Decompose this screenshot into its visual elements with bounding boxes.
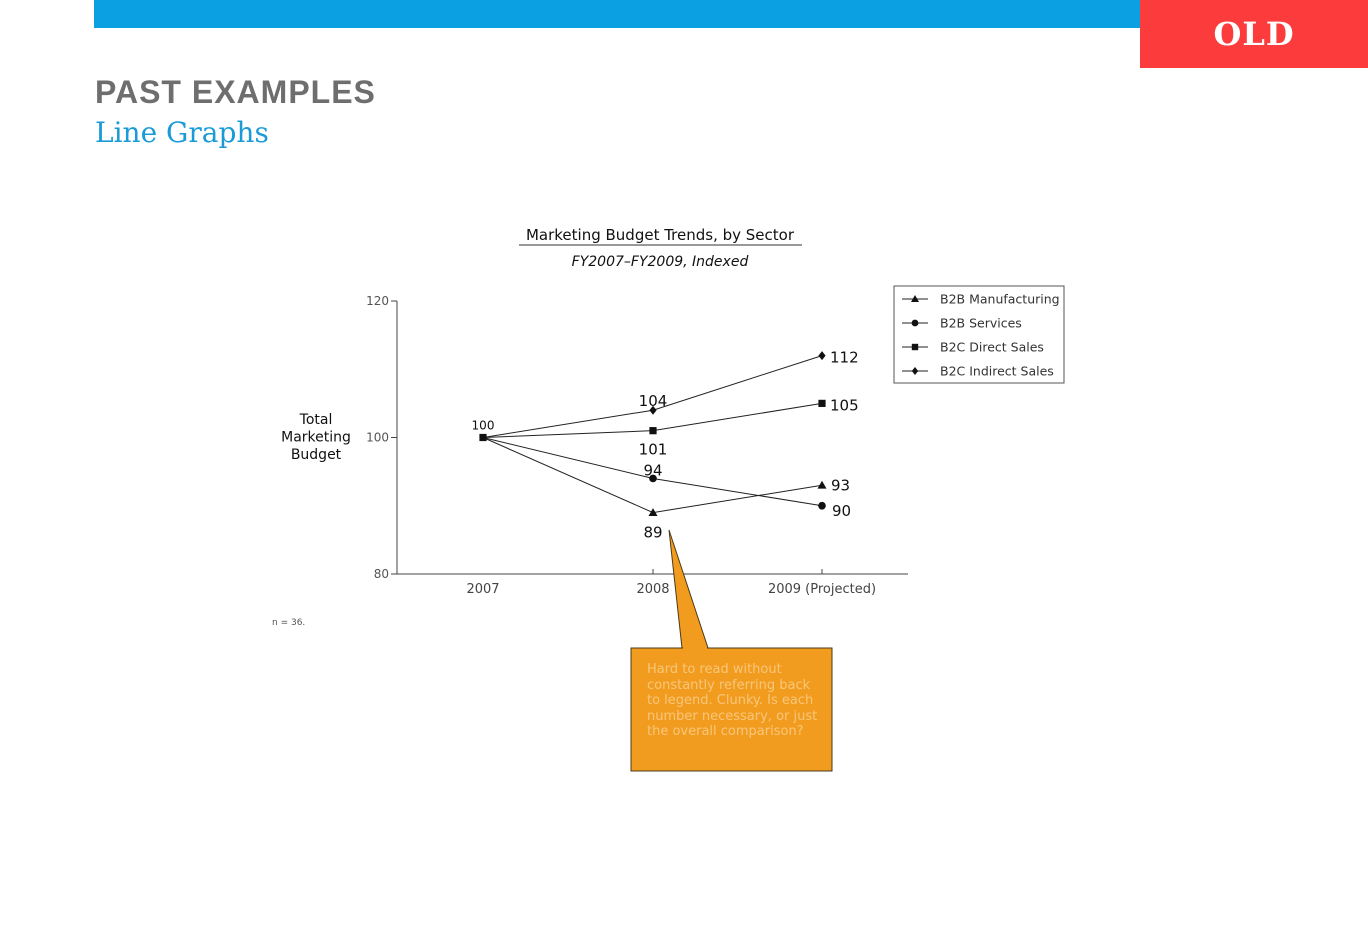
x-tick-label: 2008	[636, 582, 670, 597]
data-point-2-1	[649, 427, 656, 434]
start-point	[479, 434, 486, 441]
data-label: 101	[638, 440, 668, 459]
legend-entry: B2C Indirect Sales	[940, 363, 1054, 379]
page-title: PAST EXAMPLES	[95, 74, 376, 110]
callout-text: Hard to read without constantly referring back to legend. Clunky. Is each number necessary, or just the overall comparison?	[647, 662, 818, 739]
data-label-start: 100	[471, 418, 495, 433]
y-tick-label: 100	[366, 430, 389, 445]
x-tick-label: 2009 (Projected)	[767, 582, 877, 597]
callout-pointer	[669, 530, 708, 648]
legend-entry: B2B Manufacturing	[940, 291, 1060, 307]
page-subtitle: Line Graphs	[95, 116, 269, 149]
y-tick-label: 120	[366, 294, 389, 308]
data-point-0-2	[818, 481, 827, 489]
old-badge: OLD	[1140, 0, 1368, 68]
data-point-1-2	[818, 502, 826, 510]
data-label: 89	[643, 523, 663, 542]
data-label: 112	[830, 348, 859, 367]
legend-entry: B2B Services	[940, 315, 1022, 331]
legend-entry: B2C Direct Sales	[940, 339, 1044, 355]
data-label: 104	[638, 392, 668, 411]
legend-marker	[912, 344, 918, 350]
data-label: 94	[643, 461, 663, 480]
data-point-3-2	[818, 351, 825, 360]
chart-title: Marketing Budget Trends, by Sector	[525, 226, 795, 244]
footnote: n = 36.	[272, 618, 306, 628]
data-label: 90	[832, 501, 852, 520]
x-tick-label: 2007	[466, 582, 500, 597]
legend-marker	[912, 320, 919, 327]
y-axis-label: Total Marketing Budget	[281, 412, 351, 463]
data-label: 93	[831, 476, 851, 495]
data-point-2-2	[818, 400, 825, 407]
y-tick-label: 80	[373, 567, 389, 581]
chart-subtitle: FY2007–FY2009, Indexed	[571, 254, 749, 270]
data-label: 105	[830, 396, 859, 415]
